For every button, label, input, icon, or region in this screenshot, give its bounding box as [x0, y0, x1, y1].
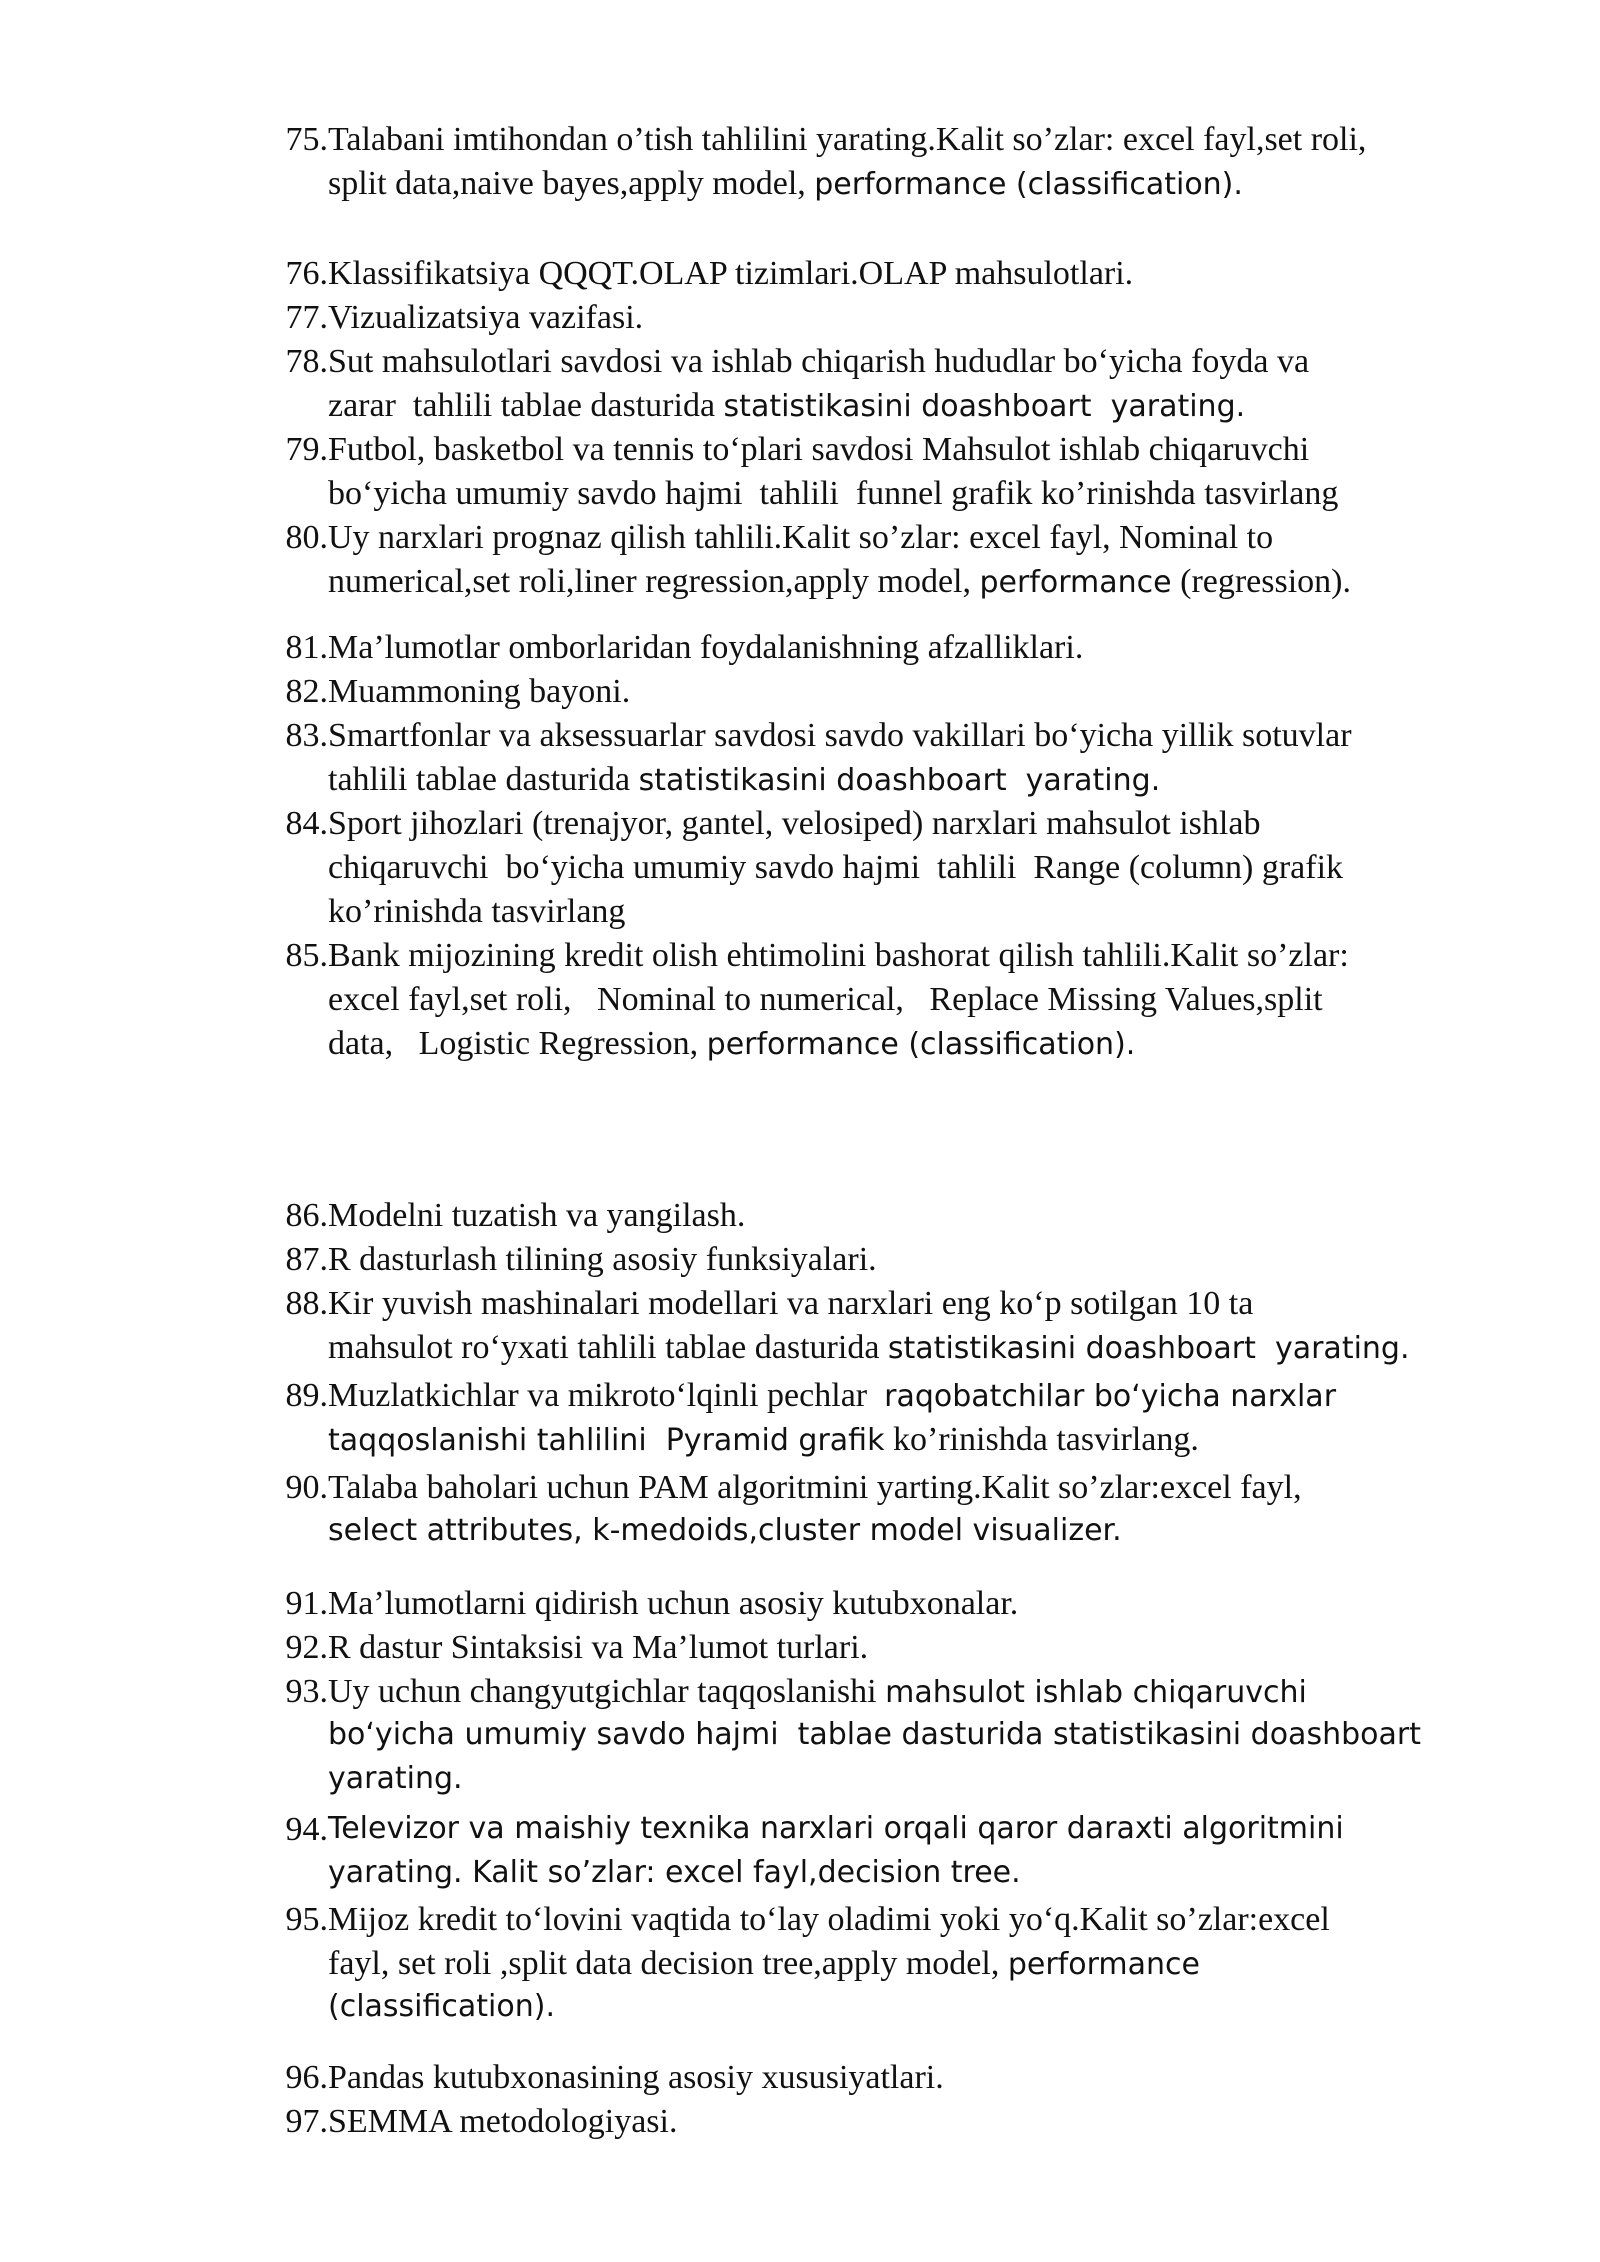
list-item-line [328, 2103, 677, 2141]
list-item-text: ko’rinishda tasvirlang. [884, 1421, 1199, 1458]
list-item-line [328, 761, 1160, 799]
list-item-text: data, Logistic Regression, [328, 1025, 707, 1062]
list-item [276, 717, 1516, 805]
list-item-line [328, 1469, 1302, 1507]
list-item-text: numerical,set roli,liner regression,apply model, [328, 563, 980, 600]
list-item [276, 121, 1516, 209]
list-item [276, 1241, 1516, 1285]
list-item-line [328, 1901, 1330, 1939]
list-item-text: bo‘yicha umumiy savdo hajmi tahlili funnel grafik ko’rinishda tasvirlang [328, 475, 1339, 512]
list-item-line [328, 343, 1309, 381]
list-item-text: mahsulot ro‘yxati tahlili tablae dasturida [328, 1329, 888, 1366]
list-item [276, 431, 1516, 519]
list-item-text: (classification). [328, 1989, 555, 2024]
list-item-number: 90. [285, 1469, 328, 1506]
list-item [276, 343, 1516, 431]
list-item-line [328, 1629, 868, 1667]
list-item-text: performance [1007, 1947, 1200, 1982]
list-item-line [328, 1717, 1421, 1752]
list-item-text: Modelni tuzatish va yangilash. [328, 1197, 746, 1234]
list-item-text: Talabani imtihondan o’tish tahlilini yarating.Kalit so’zlar: excel fayl,set roli, [328, 121, 1367, 158]
list-item-text: Uy narxlari prognaz qilish tahlili.Kalit so’zlar: excel fayl, Nominal to [328, 519, 1274, 556]
list-item [276, 1673, 1516, 1805]
list-item-text: mahsulot ishlab chiqaruvchi [885, 1675, 1307, 1710]
list-item-number: 85. [285, 937, 328, 974]
list-item-text: Ma’lumotlarni qidirish uchun asosiy kutubxonalar. [328, 1585, 1019, 1622]
list-item-line [328, 629, 1083, 667]
list-item-number: 75. [285, 121, 328, 158]
list-item [276, 255, 1516, 299]
list-item-text: yarating. Kalit so’zlar: excel fayl,decision tree. [328, 1855, 1021, 1890]
list-item-number: 91. [285, 1585, 328, 1622]
list-item-number: 97. [285, 2103, 328, 2140]
list-item-text: Pandas kutubxonasining asosiy xususiyatlari. [328, 2059, 944, 2096]
list-item-text: Muammoning bayoni. [328, 673, 631, 710]
list-item-text: Muzlatkichlar va mikroto‘lqinli pechlar [328, 1377, 885, 1414]
list-item-line [328, 805, 1260, 843]
list-item-line [328, 1241, 877, 1279]
list-item-text: Mijoz kredit to‘lovini vaqtida to‘lay oladimi yoki yo‘q.Kalit so’zlar:excel [328, 1901, 1330, 1938]
list-item-text: yarating. [328, 1761, 463, 1796]
list-item-number: 92. [285, 1629, 328, 1666]
list-item-line [328, 1377, 1336, 1415]
list-item-line [328, 563, 1351, 601]
list-item-text: Talaba baholari uchun PAM algoritmini yarting.Kalit so’zlar:excel fayl, [328, 1469, 1302, 1506]
list-item-text: fayl, set roli ,split data decision tree,apply model, [328, 1945, 1008, 1982]
list-item-number: 84. [285, 805, 328, 842]
list-item-line [328, 431, 1309, 469]
list-item-text: Kir yuvish mashinalari modellari va narxlari eng ko‘p sotilgan 10 ta [328, 1285, 1254, 1322]
list-item [276, 1469, 1516, 1557]
list-item-number: 88. [285, 1285, 328, 1322]
list-item-text: zarar tahlili tablae dasturida [328, 387, 724, 424]
list-item-line [328, 981, 1323, 1019]
list-item [276, 1901, 1516, 2033]
list-item [276, 1811, 1516, 1899]
list-item-text: statistikasini doashboart yarating. [723, 389, 1246, 424]
list-item-number: 82. [285, 673, 328, 710]
list-item-number: 89. [285, 1377, 328, 1414]
list-item-text: chiqaruvchi bo‘yicha umumiy savdo hajmi tahlili Range (column) grafik [328, 849, 1344, 886]
list-item [276, 299, 1516, 343]
list-item [276, 2103, 1516, 2147]
list-item-line [328, 519, 1273, 557]
list-item-text: R dasturlash tilining asosiy funksiyalari. [328, 1241, 877, 1278]
list-item-text: performance (classification). [706, 1027, 1136, 1062]
list-item-number: 83. [285, 717, 328, 754]
list-item-text: performance (classification). [814, 167, 1243, 202]
list-item-number: 78. [285, 343, 328, 380]
list-item [276, 519, 1516, 607]
list-item-number: 86. [285, 1197, 328, 1234]
list-item [276, 2059, 1516, 2103]
list-item-line [328, 673, 630, 711]
list-item-line [328, 1421, 1199, 1459]
list-item-line [328, 1855, 1021, 1890]
list-item-text: (regression). [1171, 563, 1352, 600]
list-item-number: 77. [285, 299, 328, 336]
list-item-text: Futbol, basketbol va tennis to‘plari savdosi Mahsulot ishlab chiqaruvchi [328, 431, 1310, 468]
list-item-text: Smartfonlar va aksessuarlar savdosi savdo vakillari bo‘yicha yillik sotuvlar [328, 717, 1352, 754]
list-item-line [328, 2059, 944, 2097]
list-item [276, 937, 1516, 1069]
list-item-line [328, 165, 1243, 203]
list-item-line [328, 1585, 1018, 1623]
list-item-line [328, 1329, 1410, 1367]
list-item-number: 96. [285, 2059, 328, 2096]
list-item-text: ko’rinishda tasvirlang [328, 893, 626, 930]
list-item-text: taqqoslanishi tahlilini Pyramid grafik [328, 1423, 885, 1458]
list-item [276, 805, 1516, 937]
list-item-number: 95. [285, 1901, 328, 1938]
list-item-text: statistikasini doashboart yarating. [638, 763, 1161, 798]
list-item-text: tahlili tablae dasturida [328, 761, 639, 798]
list-item [276, 1629, 1516, 1673]
list-item-line [328, 1989, 555, 2024]
list-item-line [328, 893, 625, 931]
list-item-line [328, 1945, 1200, 1983]
list-item-line [328, 717, 1352, 755]
list-item [276, 1285, 1516, 1373]
list-item-number: 93. [285, 1673, 328, 1710]
list-item-text: SEMMA metodologiyasi. [328, 2103, 678, 2140]
list-item-number: 80. [285, 519, 328, 556]
list-item-text: statistikasini doashboart yarating. [887, 1331, 1410, 1366]
list-item-text: Bank mijozining kredit olish ehtimolini bashorat qilish tahlili.Kalit so’zlar: [328, 937, 1349, 974]
list-item-line [328, 255, 1133, 293]
list-item [276, 673, 1516, 717]
list-item-line [328, 937, 1349, 975]
list-item-line [328, 1811, 1344, 1846]
list-item [276, 1197, 1516, 1241]
list-item-line [328, 475, 1338, 513]
list-item-text: Televizor va maishiy texnika narxlari orqali qaror daraxti algoritmini [328, 1811, 1344, 1846]
list-item-line [328, 1025, 1135, 1063]
list-item-number: 81. [285, 629, 328, 666]
list-item [276, 1377, 1516, 1465]
list-item-line [328, 299, 643, 337]
list-item-text: R dastur Sintaksisi va Ma’lumot turlari. [328, 1629, 869, 1666]
list-item-line [328, 121, 1366, 159]
list-item-text: Uy uchun changyutgichlar taqqoslanishi [328, 1673, 886, 1710]
list-item-text: raqobatchilar bo‘yicha narxlar [884, 1379, 1337, 1414]
list-item-line [328, 1513, 1122, 1548]
list-item-number: 94. [285, 1811, 328, 1848]
list-item-number: 79. [285, 431, 328, 468]
list-item-text: excel fayl,set roli, Nominal to numerical, Replace Missing Values,split [328, 981, 1323, 1018]
list-item-text: select attributes, k-medoids,cluster model visualizer. [328, 1513, 1122, 1548]
list-item-text: Sut mahsulotlari savdosi va ishlab chiqarish hududlar bo‘yicha foyda va [328, 343, 1310, 380]
list-item-text: split data,naive bayes,apply model, [328, 165, 815, 202]
list-item [276, 1585, 1516, 1629]
list-item-text: Sport jihozlari (trenajyor, gantel, velosiped) narxlari mahsulot ishlab [328, 805, 1261, 842]
list-item-text: Ma’lumotlar omborlaridan foydalanishning afzalliklari. [328, 629, 1084, 666]
list-item-line [328, 1285, 1253, 1323]
list-item [276, 629, 1516, 673]
list-item-text: Klassifikatsiya QQQT.OLAP tizimlari.OLAP mahsulotlari. [328, 255, 1134, 292]
list-item-text: Vizualizatsiya vazifasi. [328, 299, 644, 336]
list-item-line [328, 1761, 463, 1796]
list-item-line [328, 1197, 745, 1235]
list-item-text: performance [979, 565, 1172, 600]
list-item-number: 76. [285, 255, 328, 292]
list-item-line [328, 1673, 1307, 1711]
list-item-number: 87. [285, 1241, 328, 1278]
list-item-line [328, 387, 1245, 425]
list-item-text: bo‘yicha umumiy savdo hajmi tablae dasturida statistikasini doashboart [328, 1717, 1421, 1752]
list-item-line [328, 849, 1343, 887]
